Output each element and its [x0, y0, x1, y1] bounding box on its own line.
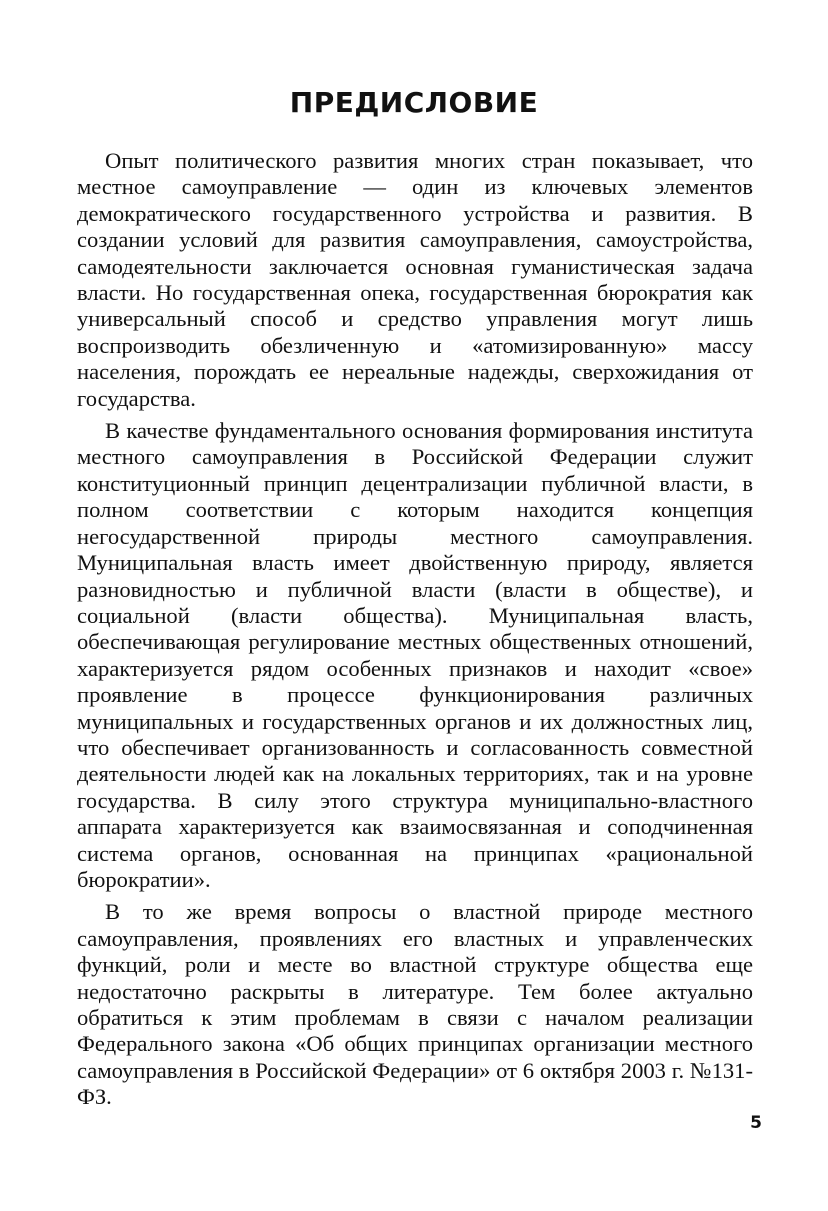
page-heading: ПРЕДИСЛОВИЕ	[289, 86, 539, 119]
paragraph-3: В то же время вопросы о властной природе местного самоуправления, проявлениях его властных и управленческих функций, роли и месте во властной структуре общества еще недостаточно раскрыты в литературе. Тем более актуально обратиться к этим проблемам в связи с началом реализации Федерального закона «Об общих принципах организации местного самоуправления в Российской Федерации» от 6 октября 2003 г. №131-ФЗ.	[77, 899, 753, 1110]
paragraph-2: В качестве фундаментального основания формирования института местного самоуправления в Российской Федерации служит конституционный принцип децентрализации публичной власти, в полном соответствии с которым находится концепция негосударственной природы местного самоуправления. Муниципальная власть имеет двойственную природу, является разновидностью и публичной власти (власти в обществе), и социальной (власти общества). Муниципальная власть, обеспечивающая регулирование местных общественных отношений, характеризуется рядом особенных признаков и находит «свое» проявление в процессе функционирования различных муниципальных и государственных органов и их должностных лиц, что обеспечивает организованность и согласованность совместной деятельности людей как на локальных территориях, так и на уровне государства. В силу этого структура муниципально-властного аппарата характеризуется как взаимосвязанная и соподчиненная система органов, основанная на принципах «рациональной бюрократии».	[77, 418, 753, 892]
page-number: 5	[750, 1113, 762, 1133]
paragraph-1: Опыт политического развития многих стран показывает, что местное самоуправление — один из ключевых элементов демократического государственного устройства и развития. В создании условий для развития самоуправления, самоустройства, самодеятельности заключается основная гуманистическая задача власти. Но государственная опека, государственная бюрократия как универсальный способ и средство управления могут лишь воспроизводить обезличенную и «атомизированную» массу населения, порождать ее нереальные надежды, сверхожидания от государства.	[77, 148, 753, 411]
preface-body	[77, 148, 753, 1117]
